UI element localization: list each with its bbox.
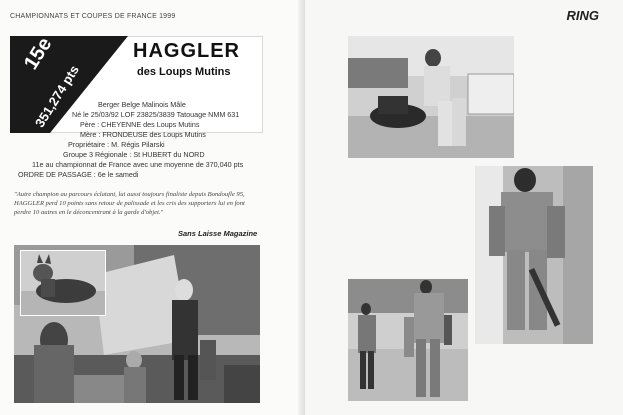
left-page bbox=[0, 0, 305, 415]
rank-points: 351,274 pts bbox=[32, 62, 82, 130]
dog-name: HAGGLER bbox=[133, 40, 240, 62]
dog-mother: Mère : FRONDEUSE des Loups Mutins bbox=[80, 130, 206, 139]
dog-group-region: Groupe 3 Régionale : St HUBERT du NORD bbox=[63, 150, 205, 159]
dog-father: Père : CHEYENNE des Loups Mutins bbox=[80, 120, 200, 129]
photo-dog-attack bbox=[348, 36, 514, 158]
dog-kennel: des Loups Mutins bbox=[137, 66, 231, 78]
right-page bbox=[305, 0, 623, 415]
running-head-left: CHAMPIONNATS ET COUPES DE FRANCE 1999 bbox=[10, 13, 176, 20]
dog-championship: 11e au championnat de France avec une moyenne de 370,040 pts bbox=[32, 160, 244, 169]
quote-source: Sans Laisse Magazine bbox=[178, 229, 258, 238]
dog-breed: Berger Belge Malinois Mâle bbox=[98, 100, 186, 109]
running-head-right: RING bbox=[566, 8, 599, 23]
dog-running-order: ORDRE DE PASSAGE : 6e le samedi bbox=[18, 170, 139, 179]
photo-dog-portrait bbox=[20, 250, 106, 316]
press-quote: "Autre champion au parcours éclatant, lui aussi toujours finaliste depuis Bondoufle 95, HAGGLER perd 10 points sans retour de palissade et les cris des supporters lui en font perdre 10 autres en le déconcentrant à la garde d'objet." bbox=[14, 191, 245, 216]
photo-decoy-suit bbox=[475, 166, 593, 344]
dog-birth-info: Né le 25/03/92 LOF 23825/3839 Tatouage NMM 631 bbox=[72, 110, 240, 119]
dog-owner: Propriétaire : M. Régis Pilarski bbox=[68, 140, 165, 149]
photo-judges-field bbox=[348, 279, 468, 401]
rank-number: 15e bbox=[20, 33, 57, 74]
